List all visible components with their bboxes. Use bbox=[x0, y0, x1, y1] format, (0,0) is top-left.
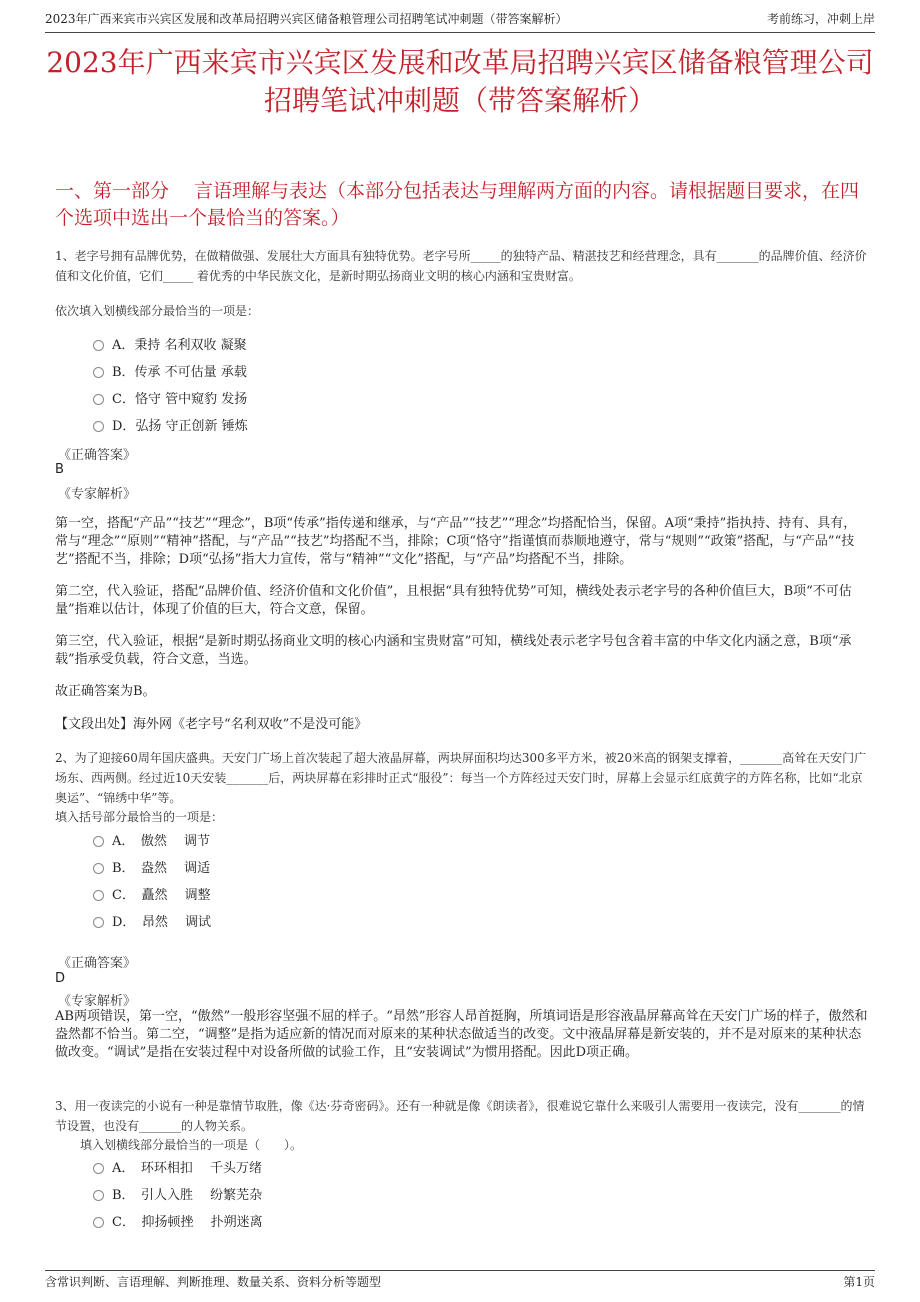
question-2-answer: D bbox=[55, 971, 66, 986]
page-footer bbox=[45, 1270, 875, 1290]
expert-analysis-label: 《专家解析》 bbox=[58, 994, 137, 1009]
radio-icon[interactable] bbox=[93, 340, 104, 351]
option-label: D．弘扬 守正创新 锤炼 bbox=[112, 419, 248, 434]
option-label: A． 傲然 调节 bbox=[112, 834, 211, 849]
question-2-text: 2、为了迎接60周年国庆盛典。天安门广场上首次装起了超大液晶屏幕，两块屏面积均达300多平方米，被20米高的钢架支撑着，_______高耸在天安门广场东、西两侧。经过近10天安装_______后，两块屏幕在彩排时正式“服役”：每当一个方阵经过天安门时，屏幕上会显示红底黄字的方阵名称，比如“北京奥运”、“锦绣中华”等。 bbox=[55, 751, 867, 805]
question-3-option-b[interactable] bbox=[93, 1184, 262, 1203]
option-label: D． 昂然 调试 bbox=[112, 915, 212, 930]
option-label: A．秉持 名利双收 凝聚 bbox=[112, 338, 247, 353]
radio-icon[interactable] bbox=[93, 863, 104, 874]
question-2-option-a[interactable] bbox=[93, 830, 210, 849]
correct-answer-label: 《正确答案》 bbox=[58, 956, 137, 971]
question-2-analysis: AB两项错误，第一空，“傲然”一般形容坚强不屈的样子。“昂然”形容人昂首挺胸，所填词语是形容液晶屏幕高耸在天安门广场的样子，傲然和盎然都不恰当。第二空，“调整”是指为适应新的情况而对原来的某种状态做适当的改变。文中液晶屏幕是新安装的，并不是对原来的某种状态做改变。“调试”是指在安装过程中对设备所做的试验工作，且“安装调试”为惯用搭配。因此D项正确。 bbox=[55, 1009, 868, 1060]
radio-icon[interactable] bbox=[93, 890, 104, 901]
option-label: A． 环环相扣 千头万绪 bbox=[112, 1161, 263, 1176]
question-1-analysis-1: 第一空，搭配“产品”“技艺”“理念”，B项“传承”指传递和继承，与“产品”“技艺”“理念”均搭配恰当，保留。A项“秉持”指执持、持有、具有，常与“理念”“原则”“精神”搭配，与“产品”“技艺”均搭配不当，排除；C项“恪守”指谨慎而恭顺地遵守，常与“规则”“政策”搭配，与“产品”“技艺”搭配不当，排除；D项“弘扬”指大力宣传，常与“精神”“文化”搭配，与“产品”均搭配不当，排除。 bbox=[55, 516, 857, 567]
question-1-option-c[interactable] bbox=[93, 388, 247, 407]
question-1-option-b[interactable] bbox=[93, 361, 247, 380]
question-1-analysis-4: 故正确答案为B。 bbox=[55, 684, 156, 699]
correct-answer-label: 《正确答案》 bbox=[58, 448, 137, 463]
option-label: C． 矗然 调整 bbox=[112, 888, 211, 903]
question-1-answer: B bbox=[55, 462, 64, 477]
question-1-prompt: 依次填入划横线部分最恰当的一项是： bbox=[55, 304, 260, 318]
radio-icon[interactable] bbox=[93, 1217, 104, 1228]
question-3-prompt: 填入划横线部分最恰当的一项是（ ）。 bbox=[80, 1138, 303, 1152]
header-slogan: 考前练习，冲刺上岸 bbox=[766, 12, 875, 26]
footer-topics: 含常识判断、言语理解、判断推理、数量关系、资料分析等题型 bbox=[45, 1275, 382, 1289]
question-2-option-b[interactable] bbox=[93, 857, 210, 876]
question-3-option-c[interactable] bbox=[93, 1211, 263, 1230]
question-2-prompt: 填入括号部分最恰当的一项是： bbox=[55, 810, 224, 824]
option-label: B．传承 不可估量 承载 bbox=[112, 365, 247, 380]
radio-icon[interactable] bbox=[93, 1190, 104, 1201]
option-label: B． 盎然 调适 bbox=[112, 861, 211, 876]
option-label: C． 抑扬顿挫 扑朔迷离 bbox=[112, 1215, 263, 1230]
question-3-option-a[interactable] bbox=[93, 1157, 262, 1176]
question-1-option-a[interactable] bbox=[93, 334, 247, 353]
question-2-option-c[interactable] bbox=[93, 884, 211, 903]
option-label: C．恪守 管中窥豹 发扬 bbox=[112, 392, 248, 407]
radio-icon[interactable] bbox=[93, 836, 104, 847]
header-doc-title: 2023年广西来宾市兴宾区发展和改革局招聘兴宾区储备粮管理公司招聘笔试冲刺题（带答案解析） bbox=[45, 12, 568, 26]
radio-icon[interactable] bbox=[93, 917, 104, 928]
document-title: 2023年广西来宾市兴宾区发展和改革局招聘兴宾区储备粮管理公司招聘笔试冲刺题（带答案解析） bbox=[46, 46, 874, 117]
section-heading: 一、第一部分 言语理解与表达（本部分包括表达与理解两方面的内容。请根据题目要求，在四个选项中选出一个最恰当的答案。） bbox=[55, 180, 860, 229]
question-1-option-d[interactable] bbox=[93, 415, 248, 434]
page-header bbox=[45, 10, 875, 33]
radio-icon[interactable] bbox=[93, 367, 104, 378]
page-number: 第1页 bbox=[843, 1275, 875, 1289]
expert-analysis-label: 《专家解析》 bbox=[58, 487, 137, 502]
radio-icon[interactable] bbox=[93, 1163, 104, 1174]
question-1-source: 【文段出处】海外网《老字号“名利双收”不是没可能》 bbox=[55, 717, 368, 732]
question-3-text: 3、用一夜读完的小说有一种是靠情节取胜，像《达·芬奇密码》。还有一种就是像《朗读者》，很难说它靠什么来吸引人需要用一夜读完，没有_______的情节设置，也没有_______的人物关系。 bbox=[55, 1099, 865, 1133]
radio-icon[interactable] bbox=[93, 421, 104, 432]
question-1-analysis-2: 第二空，代入验证，搭配“品牌价值、经济价值和文化价值”，且根据“具有独特优势”可知，横线处表示老字号的各种价值巨大，B项“不可估量”指难以估计，体现了价值的巨大，符合文意，保留。 bbox=[55, 584, 852, 617]
question-1-text: 1、老字号拥有品牌优势，在做精做强、发展壮大方面具有独特优势。老字号所_____的独特产品、精湛技艺和经营理念，具有_______的品牌价值、经济价值和文化价值，它们_____ 着优秀的中华民族文化，是新时期弘扬商业文明的核心内涵和宝贵财富。 bbox=[55, 249, 867, 283]
radio-icon[interactable] bbox=[93, 394, 104, 405]
question-1-analysis-3: 第三空，代入验证，根据“是新时期弘扬商业文明的核心内涵和宝贵财富”可知，横线处表示老字号包含着丰富的中华文化内涵之意，B项“承载”指承受负载，符合文意，当选。 bbox=[55, 634, 852, 667]
option-label: B． 引人入胜 纷繁芜杂 bbox=[112, 1188, 263, 1203]
question-2-option-d[interactable] bbox=[93, 911, 211, 930]
